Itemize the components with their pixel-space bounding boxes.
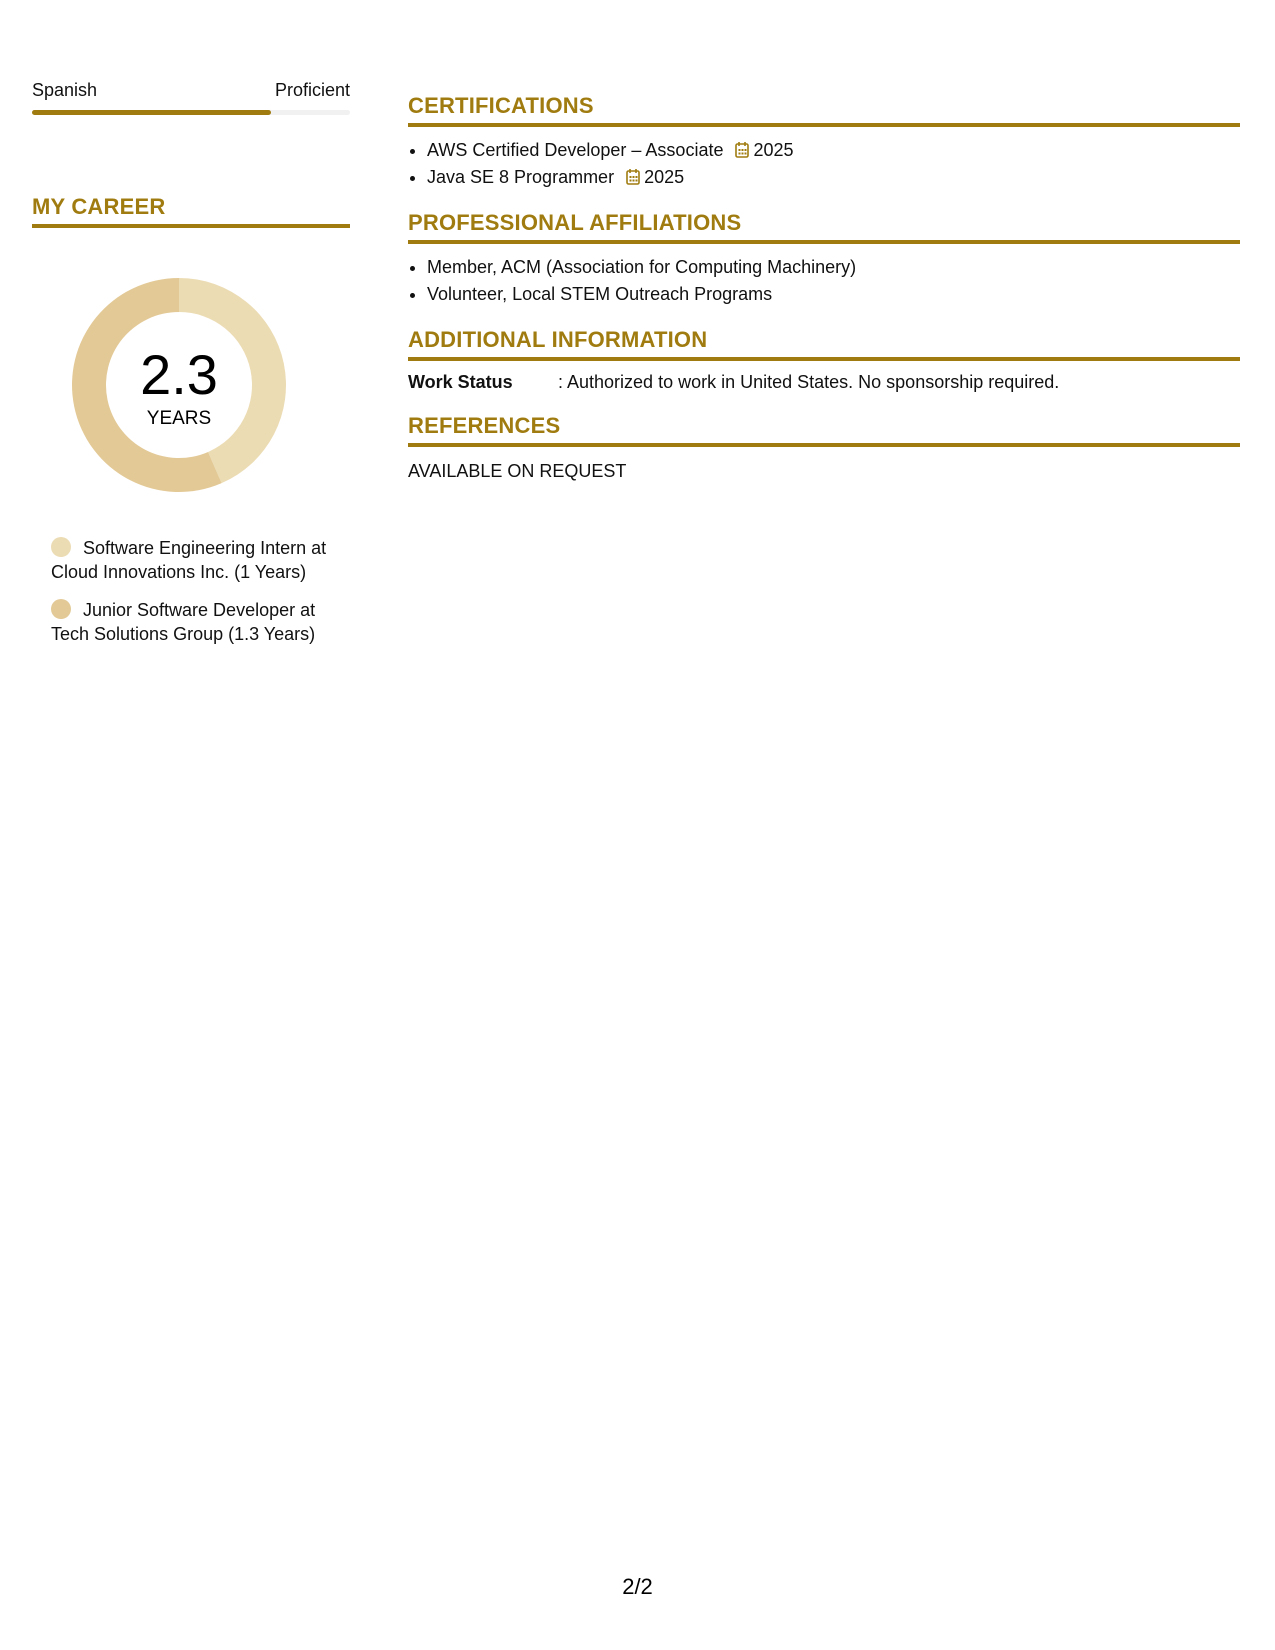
certification-date: [735, 140, 793, 160]
legend-label: Software Engineering Intern at Cloud Innovations Inc. (1 Years): [51, 538, 327, 582]
references-title: REFERENCES: [408, 412, 1240, 447]
career-section-title: MY CAREER: [32, 193, 350, 228]
additional-info-title: ADDITIONAL INFORMATION: [408, 326, 1240, 361]
language-proficiency-fill: [32, 110, 271, 115]
certification-item: [427, 164, 1240, 191]
certification-year: 2025: [753, 140, 794, 160]
donut-center: [66, 272, 292, 498]
affiliation-item: • Member, ACM (Association for Computing Machinery): [427, 254, 1240, 281]
certification-item: [427, 137, 1240, 164]
career-legend: [51, 536, 341, 646]
legend-dot-icon: [51, 537, 71, 557]
certification-date: [626, 167, 684, 187]
work-status-row: [408, 370, 1240, 394]
calendar-icon: [626, 168, 640, 185]
legend-item: [51, 536, 341, 584]
calendar-icon: [735, 141, 749, 158]
legend-label: Junior Software Developer at Tech Solutions Group (1.3 Years): [51, 600, 316, 644]
certification-name: Java SE 8 Programmer: [427, 167, 615, 187]
references-text: AVAILABLE ON REQUEST: [408, 461, 627, 481]
page-number: 2/2: [622, 1574, 653, 1599]
affiliation-item: • Volunteer, Local STEM Outreach Programs: [427, 281, 1240, 308]
language-proficiency-bar: [32, 110, 350, 115]
left-column: [32, 78, 350, 660]
certification-name: AWS Certified Developer – Associate: [427, 140, 724, 160]
certifications-list: [408, 137, 1240, 191]
certifications-title: CERTIFICATIONS: [408, 92, 1240, 127]
language-name: Spanish: [32, 80, 98, 100]
career-total-unit: YEARS: [146, 408, 212, 429]
work-status-value: : Authorized to work in United States. No sponsorship required.: [558, 372, 1060, 392]
affiliations-title: PROFESSIONAL AFFILIATIONS: [408, 209, 1240, 244]
certification-year: 2025: [644, 167, 685, 187]
language-row: [32, 78, 350, 102]
work-status-label: Work Status: [408, 372, 513, 392]
legend-item: [51, 598, 341, 646]
language-level: Proficient: [274, 80, 350, 100]
affiliations-list: [408, 254, 1240, 308]
right-column: [408, 92, 1240, 483]
legend-dot-icon: [51, 599, 71, 619]
career-total-years: 2.3: [140, 343, 218, 406]
career-donut-chart: [66, 272, 292, 498]
